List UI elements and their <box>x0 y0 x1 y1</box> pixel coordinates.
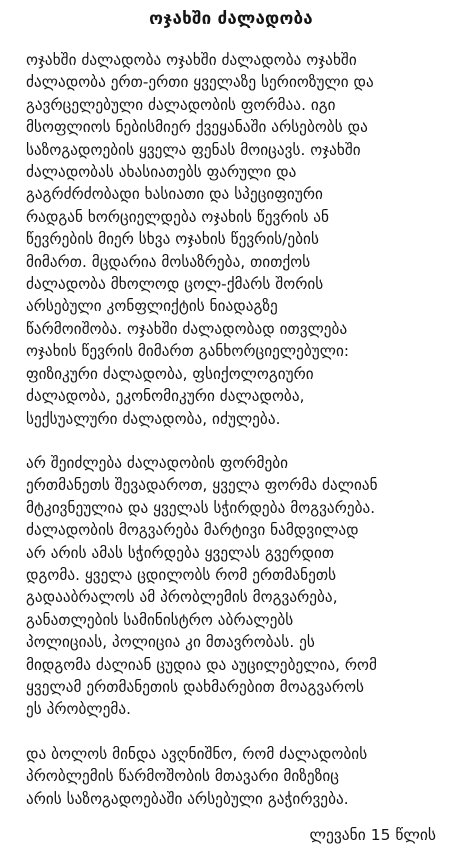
text-line: განათლების სამინისტრო აბრალებს <box>26 610 294 629</box>
text-line: წევრების მიერ სხვა ოჯახის წევრის/ების <box>26 230 319 249</box>
text-line: მიდგომა ძალიან ცუდია და აუცილებელია, რომ <box>26 655 377 674</box>
paragraph-3 <box>26 743 432 810</box>
text-line: ერთმანეთს შევადაროთ, ყველა ფორმა ძალიან <box>26 476 378 495</box>
author-signature: ლევანი 15 წლის <box>309 826 436 844</box>
text-line: ძალადობა ერთ-ერთი ყველაზე სერიოზული და <box>26 73 374 92</box>
text-line: არ შეიძლება ძალადობის ფორმები <box>26 453 289 472</box>
text-line: ფიზიკური ძალადობა, ფსიქოლოგიური <box>26 364 314 383</box>
text-line: დგომა. ყველა ცდილობს რომ ერთმანეთს <box>26 565 337 584</box>
paragraph-2 <box>26 452 432 721</box>
text-line: ძალადობა, ეკონომიკური ძალადობა, <box>26 387 305 406</box>
text-line: გადააბრალოს ამ პრობლემის მოგვარება, <box>26 588 338 607</box>
text-line: გავრცელებული ძალადობის ფორმაა. იგი <box>26 95 336 114</box>
text-line: არსებული კონფლიქტის ნიადაგზე <box>26 297 278 316</box>
text-line: ეს პრობლემა. <box>26 700 132 719</box>
document-title: ოჯახში ძალადობა <box>149 9 313 29</box>
text-line: ოჯახის წევრის მიმართ განხორციელებული: <box>26 342 350 361</box>
text-line: მსოფლიოს ნებისმიერ ქვეყანაში არსებობს და <box>26 118 368 137</box>
text-line: სექსუალური ძალადობა, იძულება. <box>26 409 281 428</box>
text-line: ძალადობა მხოლოდ ცოლ-ქმარს შორის <box>26 275 324 294</box>
text-line: ძალადობის მოგვარება მარტივი ნამდვილად <box>26 521 359 540</box>
text-line: მიმართ. მცდარია მოსაზრება, თითქოს <box>26 252 311 271</box>
text-line: გაგრძრძობადი ხასიათი და სპეციფიური <box>26 185 323 204</box>
text-line: მტკივნეულია და ყველას სჭირდება მოგვარება. <box>26 498 376 517</box>
text-line: არ არის ამას სჭირდება ყველას გვერდით <box>26 543 335 562</box>
text-line: არის საზოგადოებაში არსებული გაჭირვება. <box>26 789 349 808</box>
text-line: ძალადობას ახასიათებს ფარული და <box>26 163 297 182</box>
text-line: პრობლემის წარმოშობის მთავარი მიზეზიც <box>26 767 339 786</box>
text-line: პოლიციას, პოლიცია კი მთავრობას. ეს <box>26 633 315 652</box>
text-line: და ბოლოს მინდა ავღნიშნო, რომ ძალადობის <box>26 744 368 763</box>
text-line: ოჯახში ძალადობა ოჯახში ძალადობა ოჯახში <box>26 51 357 69</box>
paragraph-1 <box>26 49 432 430</box>
text-line: რადგან ხორციელდება ოჯახის წევრის ან <box>26 207 330 226</box>
text-line: წარმოიშობა. ოჯახში ძალადობად ითვლება <box>26 319 348 338</box>
text-line: საზოგადოების ყველა ფენას მოიცავს. ოჯახში <box>26 140 361 159</box>
text-line: ყველამ ერთმანეთის დახმარებით მოაგვაროს <box>26 677 365 696</box>
